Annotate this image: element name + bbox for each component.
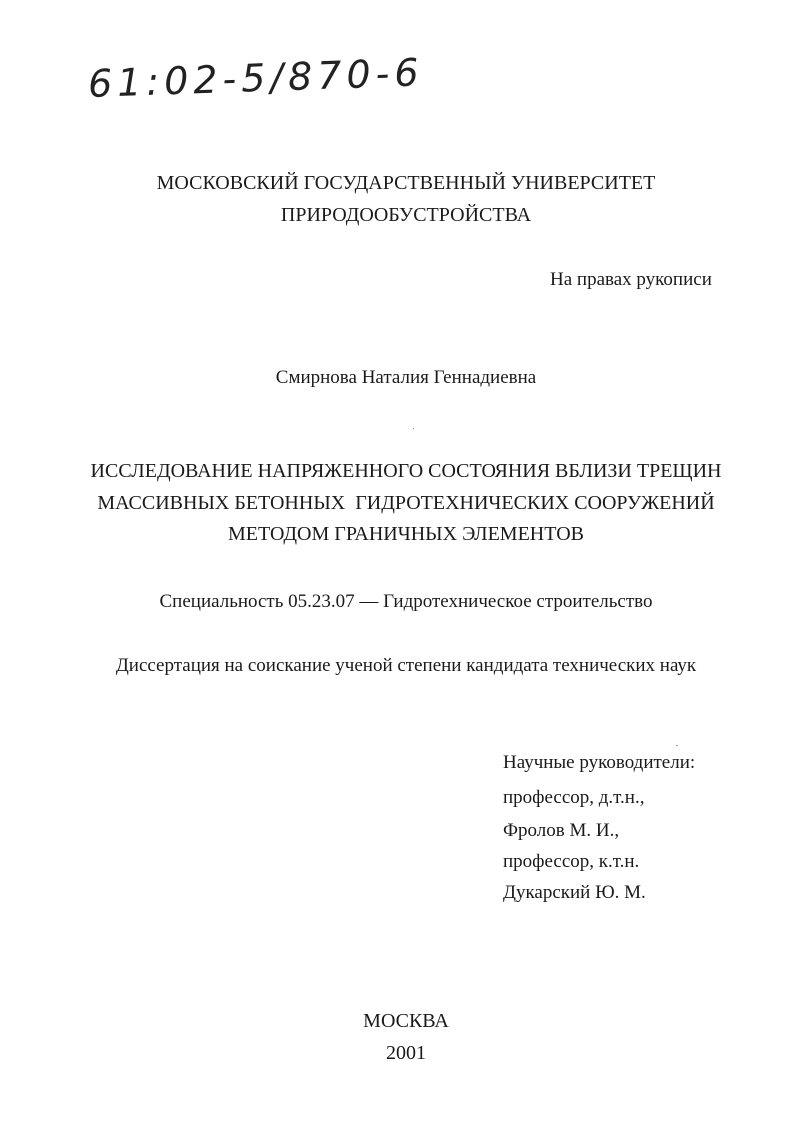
supervisor-line: Фролов М. И.,: [503, 820, 620, 841]
thesis-title-line3: МЕТОДОМ ГРАНИЧНЫХ ЭЛЕМЕНТОВ: [228, 523, 584, 545]
city: МОСКВА: [363, 1010, 449, 1032]
supervisor-line: профессор, д.т.н.,: [503, 787, 645, 808]
supervisors-heading: Научные руководители:: [503, 752, 696, 773]
scan-speck: [413, 428, 414, 429]
thesis-title-line2: МАССИВНЫХ БЕТОННЫХ ГИДРОТЕХНИЧЕСКИХ СООРУЖЕНИЙ: [97, 492, 715, 514]
thesis-title-line1: ИССЛЕДОВАНИЕ НАПРЯЖЕННОГО СОСТОЯНИЯ ВБЛИЗИ ТРЕЩИН: [90, 460, 722, 482]
university-name-line1: МОСКОВСКИЙ ГОСУДАРСТВЕННЫЙ УНИВЕРСИТЕТ: [156, 172, 656, 194]
archive-number-handwritten: 61:02-5/870-6: [87, 50, 425, 106]
scan-speck: [676, 745, 678, 746]
supervisor-line: Дукарский Ю. М.: [503, 882, 646, 903]
year: 2001: [386, 1042, 426, 1064]
dissertation-degree-line: Диссертация на соискание ученой степени кандидата технических наук: [115, 655, 697, 676]
specialty-line: Специальность 05.23.07 — Гидротехническое строительство: [159, 591, 653, 612]
rights-note: На правах рукописи: [550, 269, 712, 290]
author-name: Смирнова Наталия Геннадиевна: [275, 367, 537, 388]
university-name-line2: ПРИРОДООБУСТРОЙСТВА: [280, 204, 532, 226]
supervisor-line: профессор, к.т.н.: [503, 851, 640, 872]
